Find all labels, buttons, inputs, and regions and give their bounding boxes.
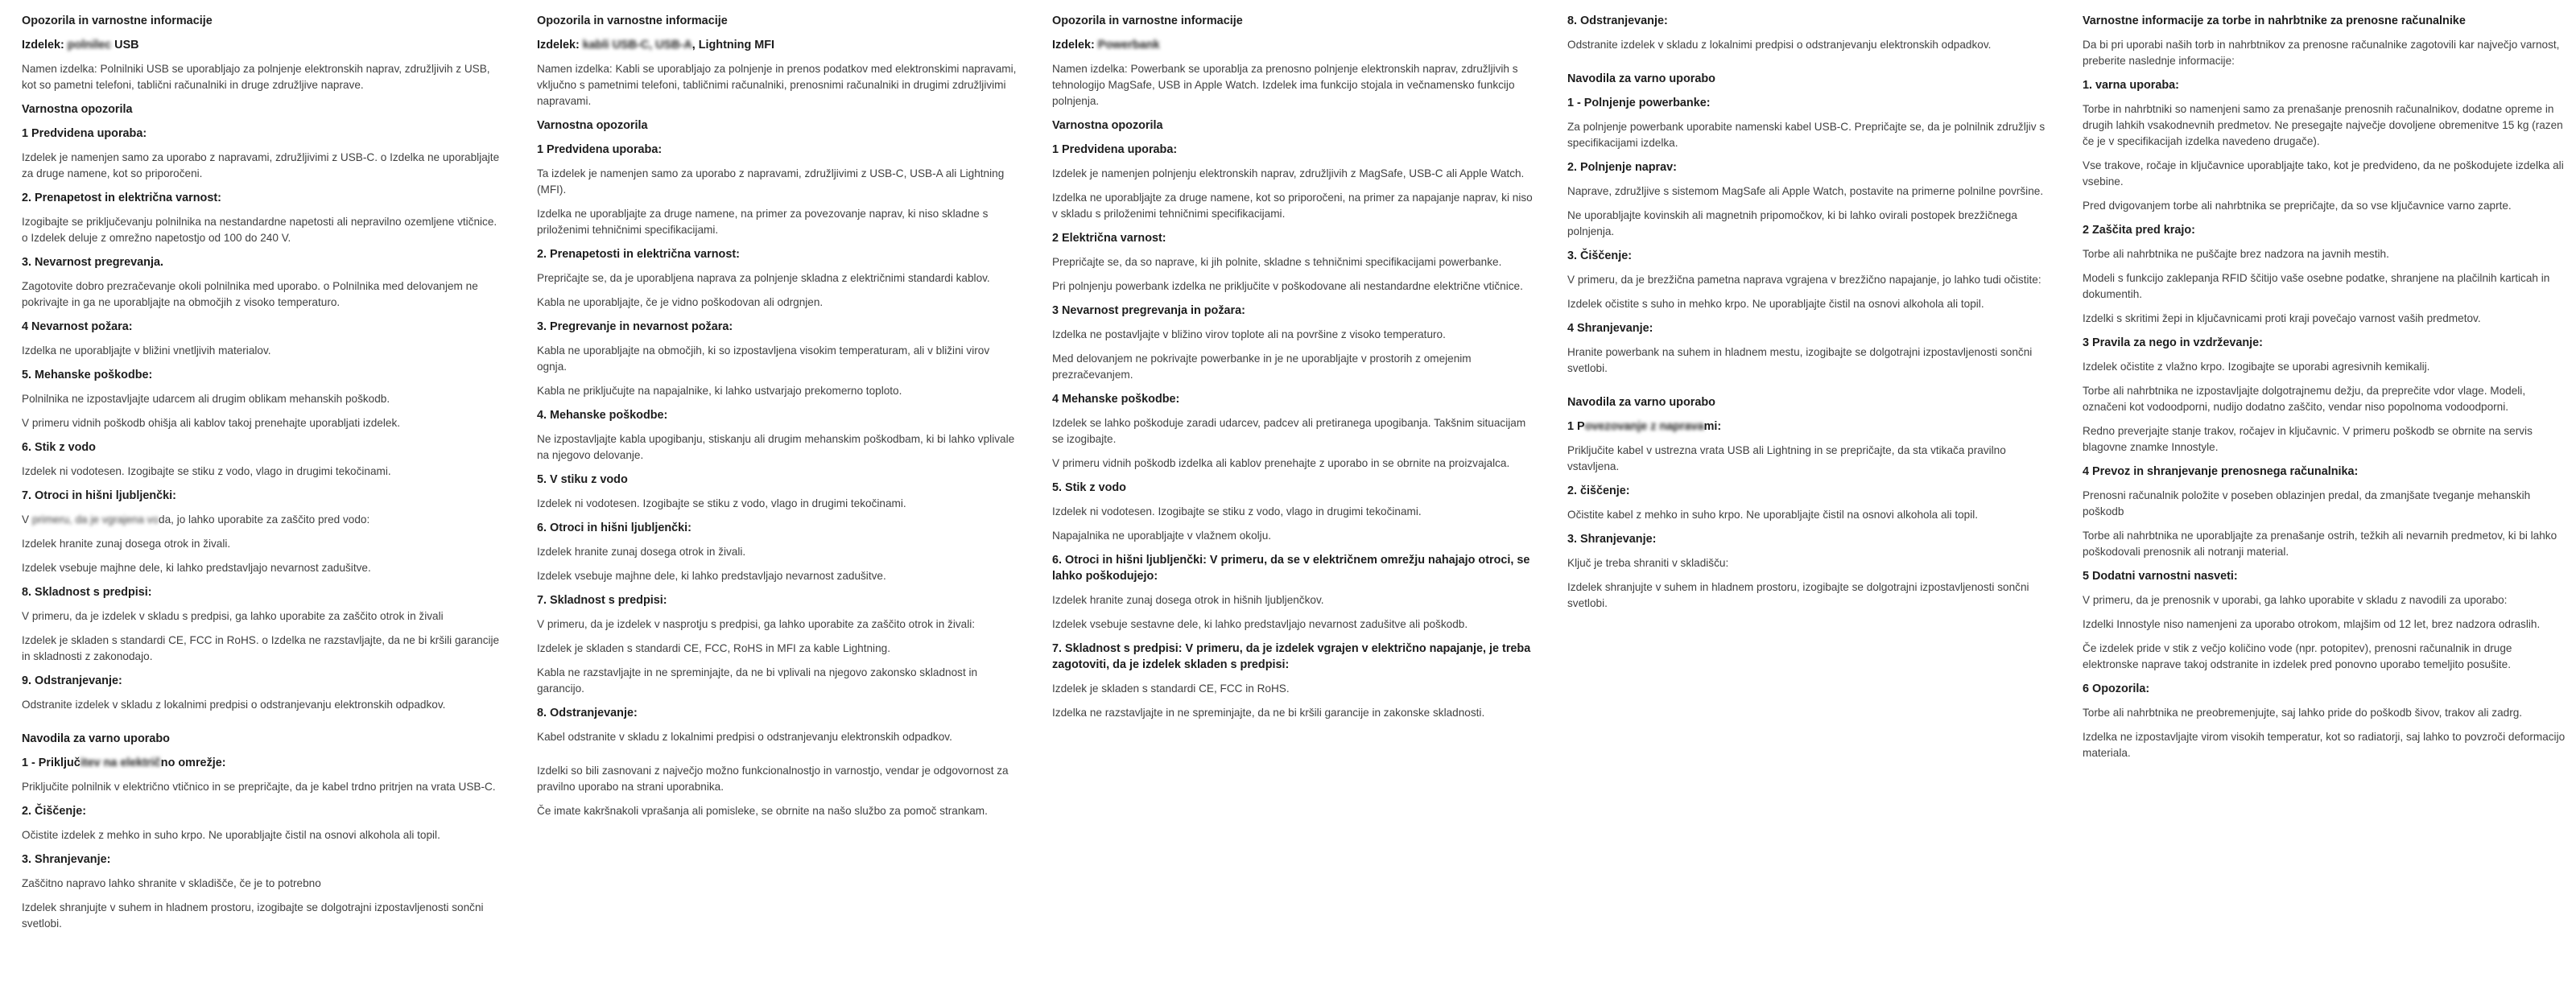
section-heading: 2. čiščenje: (1567, 484, 1630, 497)
paragraph: V primeru, da je vgrajena voda, jo lahko uporabite za zaščito pred vodo: (22, 513, 370, 526)
paragraph: Vse trakove, ročaje in ključavnice uporabljajte tako, kot je predvideno, da ne poškodujete izdelka ali vsebine. (2083, 159, 2564, 188)
paragraph: Izdelek je namenjen polnjenju elektronskih naprav, združljivih z MagSafe, USB-C ali Apple Watch. (1052, 167, 1525, 179)
paragraph: Redno preverjajte stanje trakov, ročajev in ključavnic. V primeru poškodb se obrnite na servis blagovne znamke Innostyle. (2083, 425, 2533, 453)
paragraph: Izdelki s skritimi žepi in ključavnicami proti kraji povečajo varnost vaših predmetov. (2083, 312, 2481, 324)
section-title: Opozorila in varnostne informacije (22, 14, 213, 27)
paragraph: Napajalnika ne uporabljajte v vlažnem okolju. (1052, 530, 1272, 542)
paragraph: Izdelek hranite zunaj dosega otrok in živali. (22, 538, 231, 550)
section-heading: 5 Dodatni varnostni nasveti: (2083, 570, 2238, 583)
paragraph: Torbe in nahrbtniki so namenjeni samo za prenašanje prenosnih računalnikov, dodatne opreme in drugih lahkih vsakodnevnih predmetov. Ne presegajte največje dovoljene obremenitve 15 kg (razen če je v specifikacijah izdelka navedeno drugače). (2083, 103, 2563, 147)
section-heading: 1 Predvidena uporaba: (537, 143, 663, 156)
section-heading: 7. Otroci in hišni ljubljenčki: (22, 489, 176, 502)
section-heading: Izdelek: Powerbank (1052, 39, 1160, 52)
paragraph: Prepričajte se, da so naprave, ki jih polnite, skladne s tehničnimi specifikacijami powerbanke. (1052, 256, 1502, 268)
paragraph: V primeru, da je izdelek v skladu s predpisi, ga lahko uporabite za zaščito otrok in živali (22, 610, 444, 622)
section-heading: Varnostna opozorila (22, 103, 133, 116)
paragraph: Izdelka ne izpostavljajte virom visokih temperatur, kot so radiatorji, saj lahko to povzroči deformacijo materiala. (2083, 731, 2566, 759)
paragraph: Za polnjenje powerbank uporabite namenski kabel USB-C. Prepričajte se, da je polnilnik združljiv s specifikacijami izdelka. (1567, 121, 2046, 149)
paragraph: Kabla ne razstavljajte in ne spreminjajte, da ne bi vplivali na njegovo zakonsko skladnost in garancijo. (537, 666, 978, 695)
paragraph: Izogibajte se priključevanju polnilnika na nestandardne napetosti ali nepravilno ozemljene vtičnice. o Izdelek deluje z omrežno napetostjo od 100 do 240 V. (22, 216, 497, 244)
section-heading: 8. Odstranjevanje: (537, 707, 638, 719)
section-title: Varnostne informacije za torbe in nahrbtnike za prenosne računalnike (2083, 14, 2466, 27)
paragraph: Izdelek vsebuje majhne dele, ki lahko predstavljajo nevarnost zadušitve. (22, 562, 371, 574)
section-heading: 1 Predvidena uporaba: (1052, 143, 1178, 156)
blurred-text: ovezovanje z naprava (1584, 420, 1704, 433)
paragraph: Izdelka ne postavljajte v bližino virov toplote ali na površine z visoko temperaturo. (1052, 328, 1446, 340)
section-heading: 5. V stiku z vodo (537, 473, 628, 486)
paragraph: Izdelek očistite s suho in mehko krpo. Ne uporabljajte čistil na osnovi alkohola ali topil. (1567, 298, 1984, 310)
paragraph: Naprave, združljive s sistemom MagSafe ali Apple Watch, postavite na primerne polnilne površine. (1567, 185, 2044, 197)
section-heading: 2 Zaščita pred krajo: (2083, 224, 2195, 237)
paragraph: Kabla ne uporabljajte na območjih, ki so izpostavljena visokim temperaturam, ali v bližini virov ognja. (537, 344, 990, 373)
paragraph: Ne izpostavljajte kabla upogibanju, stiskanju ali drugim mehanskim poškodbam, ki bi lahko vplivale na njegovo delovanje. (537, 433, 1015, 461)
section-heading: 5. Stik z vodo (1052, 481, 1126, 494)
paragraph: Pri polnjenju powerbank izdelka ne priključite v poškodovane ali nestandardne električne vtičnice. (1052, 280, 1523, 292)
paragraph: Očistite izdelek z mehko in suho krpo. Ne uporabljajte čistil na osnovi alkohola ali topil. (22, 829, 440, 841)
column-5 (2083, 13, 2566, 940)
section-heading: 2. Prenapetost in električna varnost: (22, 192, 221, 204)
paragraph: Če imate kakršnakoli vprašanja ali pomisleke, se obrnite na našo službo za pomoč strankam. (537, 805, 988, 817)
paragraph: Odstranite izdelek v skladu z lokalnimi predpisi o odstranjevanju elektronskih odpadkov. (1567, 39, 1992, 51)
paragraph: Izdelek ni vodotesen. Izogibajte se stiku z vodo, vlago in drugimi tekočinami. (537, 497, 906, 509)
section-heading: Izdelek: kabli USB-C, USB-A, Lightning MFI (537, 39, 775, 52)
section-heading: 4 Shranjevanje: (1567, 322, 1653, 335)
section-title: Opozorila in varnostne informacije (537, 14, 728, 27)
paragraph: Izdelka ne razstavljajte in ne spreminjajte, da ne bi kršili garancije in zakonske skladnosti. (1052, 707, 1485, 719)
paragraph: Izdelek je skladen s standardi CE, FCC in RoHS. (1052, 682, 1290, 695)
paragraph: Odstranite izdelek v skladu z lokalnimi predpisi o odstranjevanju elektronskih odpadkov. (22, 699, 446, 711)
section-heading: 4. Mehanske poškodbe: (537, 409, 668, 422)
section-heading: 2. Čiščenje: (22, 805, 86, 818)
section-heading: 5. Mehanske poškodbe: (22, 369, 153, 381)
section-heading: 4 Nevarnost požara: (22, 320, 133, 333)
section-heading: 3. Pregrevanje in nevarnost požara: (537, 320, 733, 333)
paragraph: Priključite kabel v ustrezna vrata USB ali Lightning in se prepričajte, da sta vtikača pravilno vstavljena. (1567, 444, 2006, 472)
section-heading: 3. Nevarnost pregrevanja. (22, 256, 163, 269)
column-1 (22, 13, 505, 940)
section-heading: 8. Odstranjevanje: (1567, 14, 1668, 27)
section-heading: 1 - Polnjenje powerbanke: (1567, 97, 1711, 109)
section-heading: Varnostna opozorila (1052, 119, 1163, 132)
paragraph: Priključite polnilnik v električno vtičnico in se prepričajte, da je kabel trdno pritrjen na vrata USB-C. (22, 781, 496, 793)
paragraph: Namen izdelka: Polnilniki USB se uporabljajo za polnjenje elektronskih naprav, združljivih z USB, kot so pametni telefoni, tablični računalniki in druge združljive naprave. (22, 63, 490, 91)
section-heading: 9. Odstranjevanje: (22, 674, 122, 687)
paragraph: Prepričajte se, da je uporabljena naprava za polnjenje skladna z električnimi standardi kablov. (537, 272, 990, 284)
paragraph: Pred dvigovanjem torbe ali nahrbtnika se prepričajte, da so vse ključavnice varno zaprte. (2083, 200, 2512, 212)
section-heading: 8. Skladnost s predpisi: (22, 586, 152, 599)
blurred-text: primeru, da je vgrajena vo (31, 513, 159, 526)
section-heading: Navodila za varno uporabo (1567, 72, 1715, 85)
section-heading: 4 Mehanske poškodbe: (1052, 393, 1180, 406)
paragraph: Izdelek je skladen s standardi CE, FCC in RoHS. o Izdelka ne razstavljajte, da ne bi kršili garancije in skladnosti z zakonodajo. (22, 634, 500, 662)
paragraph: Zagotovite dobro prezračevanje okoli polnilnika med uporabo. o Polnilnika med delovanjem ne pokrivajte in ga ne uporabljajte na območjih z visoko temperaturo. (22, 280, 478, 308)
paragraph: Izdelka ne uporabljajte v bližini vnetljivih materialov. (22, 344, 271, 357)
paragraph: Ne uporabljajte kovinskih ali magnetnih pripomočkov, ki bi lahko ovirali postopek brezžičnega polnjenja. (1567, 209, 2017, 237)
blurred-text: itev na električ (80, 757, 161, 769)
section-heading: 1 Predvidena uporaba: (22, 127, 147, 140)
paragraph: Kabel odstranite v skladu z lokalnimi predpisi o odstranjevanju elektronskih odpadkov. (537, 731, 952, 743)
section-heading: 1 - Priključitev na električno omrežje: (22, 757, 226, 769)
section-heading: 1. varna uporaba: (2083, 79, 2179, 92)
paragraph: Izdelek očistite z vlažno krpo. Izogibajte se uporabi agresivnih kemikalij. (2083, 361, 2430, 373)
paragraph: Med delovanjem ne pokrivajte powerbanke in je ne uporabljajte v prostorih z omejenim prezračevanjem. (1052, 353, 1472, 381)
section-heading: 3. Shranjevanje: (22, 853, 111, 866)
paragraph: Izdelek ni vodotesen. Izogibajte se stiku z vodo, vlago in drugimi tekočinami. (22, 465, 391, 477)
paragraph: Ta izdelek je namenjen samo za uporabo z napravami, združljivimi z USB-C, USB-A ali Lightning (MFI). (537, 167, 1005, 196)
section-heading: Navodila za varno uporabo (22, 732, 170, 745)
paragraph: Torbe ali nahrbtnika ne preobremenjujte, saj lahko pride do poškodb šivov, trakov ali zadrg. (2083, 707, 2523, 719)
section-heading: 4 Prevoz in shranjevanje prenosnega računalnika: (2083, 465, 2359, 478)
paragraph: Izdelek hranite zunaj dosega otrok in hišnih ljubljenčkov. (1052, 594, 1324, 606)
paragraph: V primeru vidnih poškodb izdelka ali kablov prenehajte z uporabo in se obrnite na proizvajalca. (1052, 457, 1510, 469)
paragraph: Modeli s funkcijo zaklepanja RFID ščitijo vaše osebne podatke, shranjene na plačilnih karticah in dokumentih. (2083, 272, 2550, 300)
section-heading: 6. Otroci in hišni ljubljenčki: (537, 522, 691, 534)
section-heading: Navodila za varno uporabo (1567, 396, 1715, 409)
section-heading: 6. Stik z vodo (22, 441, 96, 454)
paragraph: Kabla ne uporabljajte, če je vidno poškodovan ali odrgnjen. (537, 296, 824, 308)
paragraph: V primeru vidnih poškodb ohišja ali kablov takoj prenehajte uporabljati izdelek. (22, 417, 401, 429)
paragraph: Izdelek vsebuje majhne dele, ki lahko predstavljajo nevarnost zadušitve. (537, 570, 886, 582)
column-3 (1052, 13, 1535, 940)
paragraph: V primeru, da je prenosnik v uporabi, ga lahko uporabite v skladu z navodili za uporabo: (2083, 594, 2508, 606)
section-heading: Izdelek: polnilec USB (22, 39, 139, 52)
paragraph: Izdelek je namenjen samo za uporabo z napravami, združljivimi z USB-C. o Izdelka ne uporabljajte za druge namene, kot so priporočeni. (22, 151, 500, 179)
paragraph: Torbe ali nahrbtnika ne uporabljajte za prenašanje ostrih, težkih ali nevarnih predmetov, ki bi lahko poškodovali prenosnik ali notranji material. (2083, 530, 2557, 558)
paragraph: Izdelka ne uporabljajte za druge namene, na primer za povezovanje naprav, ki niso skladne s priloženimi tehničnimi specifikacijami. (537, 208, 989, 236)
section-heading: 3. Shranjevanje: (1567, 533, 1657, 546)
section-heading: 3 Nevarnost pregrevanja in požara: (1052, 304, 1245, 317)
blurred-text: polnilec (67, 39, 112, 52)
paragraph: Izdelek shranjujte v suhem in hladnem prostoru, izogibajte se dolgotrajni izpostavljenosti sončni svetlobi. (1567, 581, 2029, 609)
blurred-text: Powerbank (1097, 39, 1160, 52)
column-2 (537, 13, 1020, 940)
paragraph: Zaščitno napravo lahko shranite v skladišče, če je to potrebno (22, 877, 321, 889)
paragraph: Da bi pri uporabi naših torb in nahrbtnikov za prenosne računalnike zagotovili kar največjo varnost, preberite naslednje informacije: (2083, 39, 2560, 67)
paragraph: Hranite powerbank na suhem in hladnem mestu, izogibajte se dolgotrajni izpostavljenosti sončni svetlobi. (1567, 346, 2033, 374)
paragraph: Izdelek je skladen s standardi CE, FCC, RoHS in MFI za kable Lightning. (537, 642, 890, 654)
paragraph: Izdelek se lahko poškoduje zaradi udarcev, padcev ali pretiranega upogibanja. Takšnim situacijam se izogibajte. (1052, 417, 1526, 445)
paragraph: Torbe ali nahrbtnika ne izpostavljajte dolgotrajnemu dežju, da preprečite vdor vlage. Modeli, označeni kot vodoodporni, nudijo dodatno zaščito, vendar niso popolnoma vodoodporni. (2083, 385, 2526, 413)
section-heading: 3. Čiščenje: (1567, 249, 1632, 262)
section-heading: 2. Prenapetosti in električna varnost: (537, 248, 740, 261)
paragraph: Izdelki so bili zasnovani z največjo možno funkcionalnostjo in varnostjo, vendar je odgovornost za pravilno uporabo na strani uporabnika. (537, 765, 1009, 793)
paragraph: Izdelek shranjujte v suhem in hladnem prostoru, izogibajte se dolgotrajni izpostavljenosti sončni svetlobi. (22, 901, 484, 930)
paragraph: Polnilnika ne izpostavljajte udarcem ali drugim oblikam mehanskih poškodb. (22, 393, 390, 405)
section-heading: 2 Električna varnost: (1052, 232, 1166, 245)
section-title: Opozorila in varnostne informacije (1052, 14, 1243, 27)
paragraph: Izdelka ne uporabljajte za druge namene, kot so priporočeni, na primer za napajanje naprav, ki niso v skladu s priloženimi tehničnimi specifikacijami. (1052, 192, 1533, 220)
paragraph: V primeru, da je brezžična pametna naprava vgrajena v brezžično napajanje, jo lahko tudi očistite: (1567, 274, 2041, 286)
paragraph: Kabla ne priključujte na napajalnike, ki lahko ustvarjajo prekomerno toploto. (537, 385, 902, 397)
blurred-text: kabli USB-C, USB-A (582, 39, 692, 52)
column-4 (1567, 13, 2050, 940)
paragraph: Če izdelek pride v stik z večjo količino vode (npr. potopitev), prenosni računalnik in druge elektronske naprave takoj odstranite in izdelek pred ponovno uporabo temeljito posušite. (2083, 642, 2512, 670)
paragraph: Torbe ali nahrbtnika ne puščajte brez nadzora na javnih mestih. (2083, 248, 2389, 260)
paragraph: Namen izdelka: Powerbank se uporablja za prenosno polnjenje elektronskih naprav, združljivih s tehnologijo MagSafe, USB in Apple Watch. Izdelek ima funkcijo stojala in večnamensko funkcijo polnjenja. (1052, 63, 1518, 107)
section-heading: 7. Skladnost s predpisi: (537, 594, 667, 607)
section-heading: 1 Povezovanje z napravami: (1567, 420, 1722, 433)
paragraph: Ključ je treba shraniti v skladišču: (1567, 557, 1729, 569)
paragraph: Izdelek hranite zunaj dosega otrok in živali. (537, 546, 746, 558)
paragraph: Namen izdelka: Kabli se uporabljajo za polnjenje in prenos podatkov med elektronskimi napravami, vključno s pametnimi telefoni, tabličnimi računalniki, prenosnimi računalniki in drugimi združljivimi napravami. (537, 63, 1017, 107)
section-heading: 6. Otroci in hišni ljubljenčki: V primeru, da se v električnem omrežju nahajajo otroci, se lahko poškodujejo: (1052, 554, 1530, 583)
paragraph: Izdelek vsebuje sestavne dele, ki lahko predstavljajo nevarnost zadušitve ali poškodb. (1052, 618, 1468, 630)
section-heading: Varnostna opozorila (537, 119, 648, 132)
paragraph: V primeru, da je izdelek v nasprotju s predpisi, ga lahko uporabite za zaščito otrok in živali: (537, 618, 976, 630)
section-heading: 2. Polnjenje naprav: (1567, 161, 1677, 174)
section-heading: 6 Opozorila: (2083, 682, 2150, 695)
paragraph: Očistite kabel z mehko in suho krpo. Ne uporabljajte čistil na osnovi alkohola ali topil. (1567, 509, 1979, 521)
paragraph: Izdelek ni vodotesen. Izogibajte se stiku z vodo, vlago in drugimi tekočinami. (1052, 505, 1422, 517)
paragraph: Izdelki Innostyle niso namenjeni za uporabo otrokom, mlajšim od 12 let, brez nadzora odraslih. (2083, 618, 2541, 630)
section-heading: 3 Pravila za nego in vzdrževanje: (2083, 336, 2263, 349)
section-heading: 7. Skladnost s predpisi: V primeru, da je izdelek vgrajen v električno napajanje, je treba zagotoviti, da je izdelek skladen s predpisi: (1052, 642, 1531, 671)
paragraph: Prenosni računalnik položite v poseben oblazinjen predal, da zmanjšate tveganje mehanskih poškodb (2083, 489, 2531, 517)
